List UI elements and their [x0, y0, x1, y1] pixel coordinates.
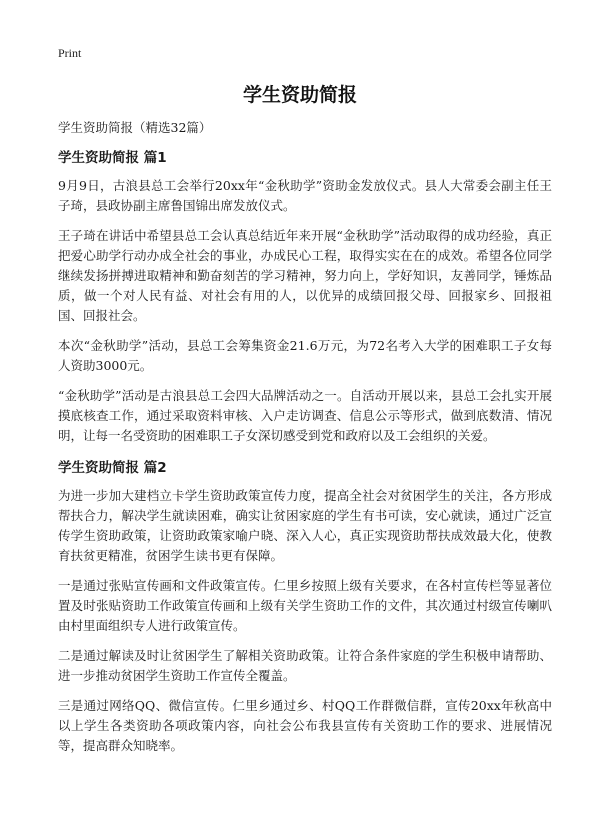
paragraph: 本次“金秋助学”活动，县总工会筹集资金21.6万元，为72名考入大学的困难职工子女每人资助3000元。: [58, 338, 552, 373]
paragraph: “金秋助学”活动是古浪县总工会四大品牌活动之一。自活动开展以来，县总工会扎实开展摸底核查工作，通过采取资料审核、入户走访调查、信息公示等形式，做到底数清、情况明，让每一名受资助的困难职工子女深切感受到党和政府以及工会组织的关爱。: [58, 388, 552, 443]
document-subtitle: 学生资助简报（精选32篇）: [58, 120, 212, 135]
print-link[interactable]: Print: [58, 46, 82, 60]
document-body: [58, 118, 552, 766]
section-1: [58, 148, 552, 446]
section-2: [58, 458, 552, 756]
paragraph: 一是通过张贴宣传画和文件政策宣传。仁里乡按照上级有关要求，在各村宣传栏等显著位置及时张贴资助工作政策宣传画和上级有关学生资助工作的文件，其次通过村级宣传喇叭由村里面组织专人进行政策宣传。: [58, 578, 552, 633]
section-heading: 学生资助简报 篇1: [58, 150, 167, 166]
page-title: 学生资助简报: [242, 84, 357, 106]
paragraph: 二是通过解读及时让贫困学生了解相关资助政策。让符合条件家庭的学生积极申请帮助、进一步推动贫困学生资助工作宣传全覆盖。: [58, 648, 552, 683]
paragraph: 三是通过网络QQ、微信宣传。仁里乡通过乡、村QQ工作群微信群，宣传20xx年秋高中以上学生各类资助各项政策内容，向社会公布我县宣传有关资助工作的要求、进展情况等，提高群众知晓率。: [58, 698, 552, 753]
section-heading: 学生资助简报 篇2: [58, 460, 167, 476]
paragraph: 9月9日，古浪县总工会举行20xx年“金秋助学”资助金发放仪式。县人大常委会副主任王子琦，县政协副主席鲁国锦出席发放仪式。: [58, 178, 552, 213]
paragraph: 王子琦在讲话中希望县总工会认真总结近年来开展“金秋助学”活动取得的成功经验，真正把爱心助学行动办成全社会的事业，办成民心工程，取得实实在在的成效。希望各位同学继续发扬拼搏进取精神和勤奋刻苦的学习精神，努力向上，学好知识，友善同学，锤炼品质，做一个对人民有益、对社会有用的人，以优异的成绩回报父母、回报家乡、回报祖国、回报社会。: [58, 228, 552, 323]
paragraph: 为进一步加大建档立卡学生资助政策宣传力度，提高全社会对贫困学生的关注，各方形成帮扶合力，解决学生就读困难，确实让贫困家庭的学生有书可读，安心就读，通过广泛宣传学生资助政策，让资助政策家喻户晓、深入人心，真正实现资助帮扶成效最大化，使教育扶贫更精准，贫困学生读书更有保障。: [58, 488, 552, 563]
